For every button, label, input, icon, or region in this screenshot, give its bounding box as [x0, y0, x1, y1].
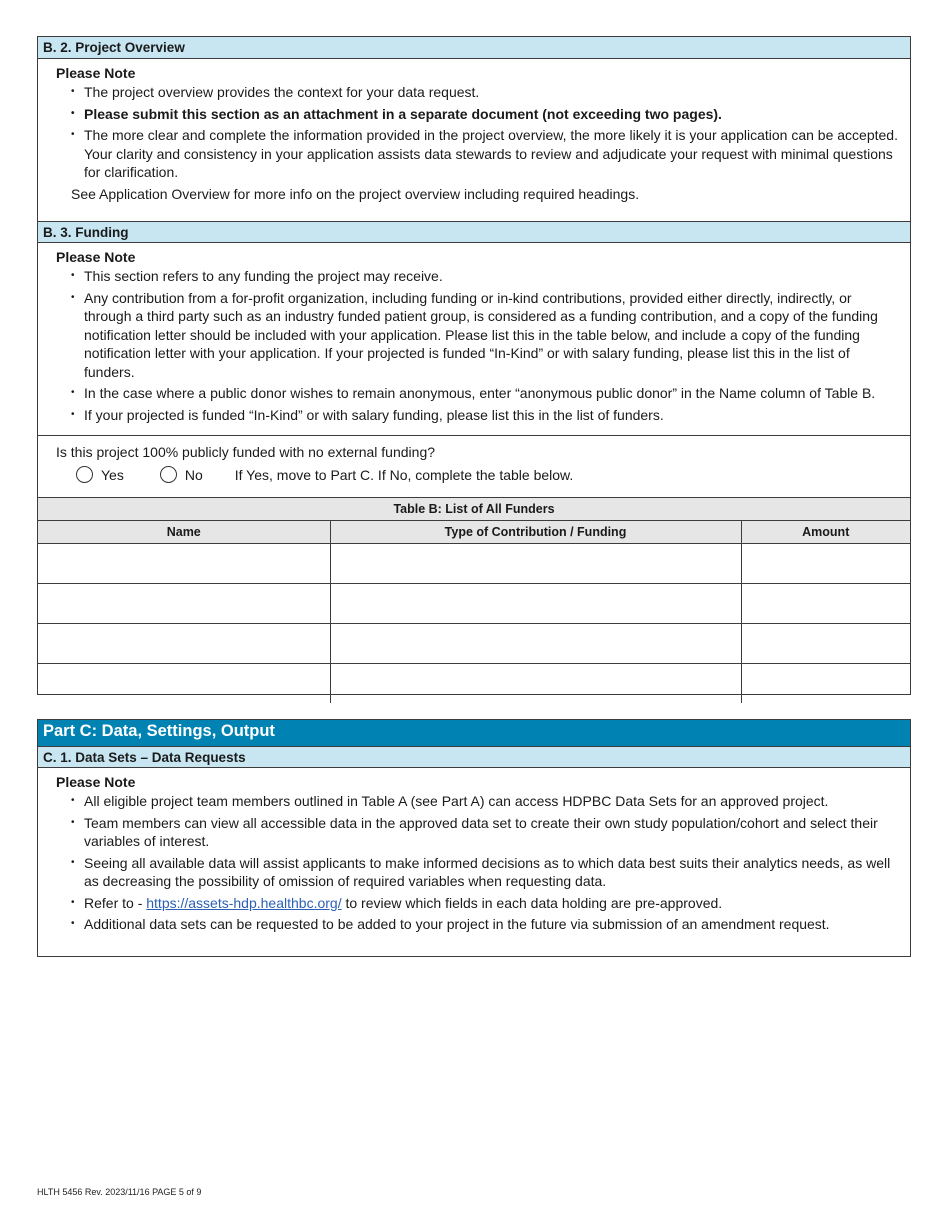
table-row [38, 584, 910, 624]
funders-table [38, 497, 910, 703]
radio-yes-option[interactable] [76, 466, 124, 483]
type-cell[interactable] [330, 664, 741, 704]
type-cell[interactable] [330, 544, 741, 584]
amount-cell[interactable] [741, 584, 910, 624]
refer-suffix: to review which fields in each data holding are pre-approved. [341, 894, 723, 911]
list-item: • In the case where a public donor wishes to remain anonymous, enter “anonymous public donor” in the Name column of Table B. [56, 384, 900, 403]
part-c-title: Part C: Data, Settings, Output [38, 720, 910, 746]
list-item [56, 894, 900, 913]
list-item: • Please submit this section as an attachment in a separate document (not exceeding two pages). [56, 105, 900, 124]
c1-bullets [56, 792, 900, 934]
col-amount-header: Amount [741, 521, 910, 544]
radio-no-label: No [184, 466, 203, 483]
list-item: • If your projected is funded “In-Kind” or with salary funding, please list this in the list of funders. [56, 406, 900, 425]
funders-table-title: Table B: List of All Funders [38, 498, 910, 521]
funding-question-text: Is this project 100% publicly funded with no external funding? [56, 444, 436, 460]
name-cell[interactable] [38, 544, 330, 584]
radio-yes[interactable] [76, 466, 93, 483]
section-b-box [37, 36, 911, 695]
table-row [38, 544, 910, 584]
b2-bullets [56, 83, 900, 182]
b3-header: B. 3. Funding [38, 221, 910, 243]
list-item: • Seeing all available data will assist applicants to make informed decisions as to which data best suits their analytics needs, as well as decreasing the possibility of omission of required variables when requesting data. [56, 854, 900, 891]
b2-note [38, 59, 910, 221]
b3-note [38, 243, 910, 435]
list-item: • Team members can view all accessible data in the approved data set to create their own study population/cohort and select their variables of interest. [56, 814, 900, 851]
section-c-box [37, 719, 911, 957]
radio-yes-label: Yes [101, 466, 124, 483]
name-cell[interactable] [38, 584, 330, 624]
c1-note-title: Please Note [56, 774, 136, 790]
funding-radio-group [56, 466, 892, 483]
type-cell[interactable] [330, 624, 741, 664]
list-item: • Additional data sets can be requested to be added to your project in the future via submission of an amendment request. [56, 915, 900, 934]
amount-cell[interactable] [741, 624, 910, 664]
c1-note [38, 768, 910, 945]
funding-question [38, 435, 910, 497]
b2-note-title: Please Note [56, 65, 136, 81]
table-row [38, 664, 910, 704]
refer-prefix: Refer to - [84, 894, 147, 911]
healthbc-link[interactable]: https://assets-hdp.healthbc.org/ [146, 894, 342, 911]
c1-header: C. 1. Data Sets – Data Requests [38, 746, 910, 768]
list-item: • The more clear and complete the information provided in the project overview, the more likely it is your application can be accepted. Your clarity and consistency in your application assists data stewards to review and adjudicate your request with minimal questions for clarification. [56, 126, 900, 182]
b2-header: B. 2. Project Overview [38, 37, 910, 59]
name-cell[interactable] [38, 624, 330, 664]
list-item: • The project overview provides the context for your data request. [56, 83, 900, 102]
list-item: • This section refers to any funding the project may receive. [56, 267, 900, 286]
table-row [38, 624, 910, 664]
page-footer: HLTH 5456 Rev. 2023/11/16 PAGE 5 of 9 [37, 1187, 202, 1197]
amount-cell[interactable] [741, 544, 910, 584]
type-cell[interactable] [330, 584, 741, 624]
radio-no[interactable] [160, 466, 177, 483]
name-cell[interactable] [38, 664, 330, 704]
b2-after-text: See Application Overview for more info on the project overview including required headings. [71, 185, 640, 202]
col-name-header: Name [38, 521, 330, 544]
list-item: • All eligible project team members outlined in Table A (see Part A) can access HDPBC Data Sets for an approved project. [56, 792, 900, 811]
col-type-header: Type of Contribution / Funding [330, 521, 741, 544]
radio-no-option[interactable] [160, 466, 203, 483]
list-item: • Any contribution from a for-profit organization, including funding or in-kind contributions, provided either directly, indirectly, or through a third party such as an industry funded patient group, is considered as a funding contribution, and a copy of the funding notification letter should be included with your application. Please list this in the table below, and include a copy of the funding notification letter with your application. If your projected is funded “In-Kind” or with salary funding, please list this in the list of funders. [56, 289, 900, 382]
amount-cell[interactable] [741, 664, 910, 704]
b3-bullets [56, 267, 900, 424]
funding-instruction: If Yes, move to Part C. If No, complete the table below. [234, 466, 574, 483]
b3-note-title: Please Note [56, 249, 136, 265]
